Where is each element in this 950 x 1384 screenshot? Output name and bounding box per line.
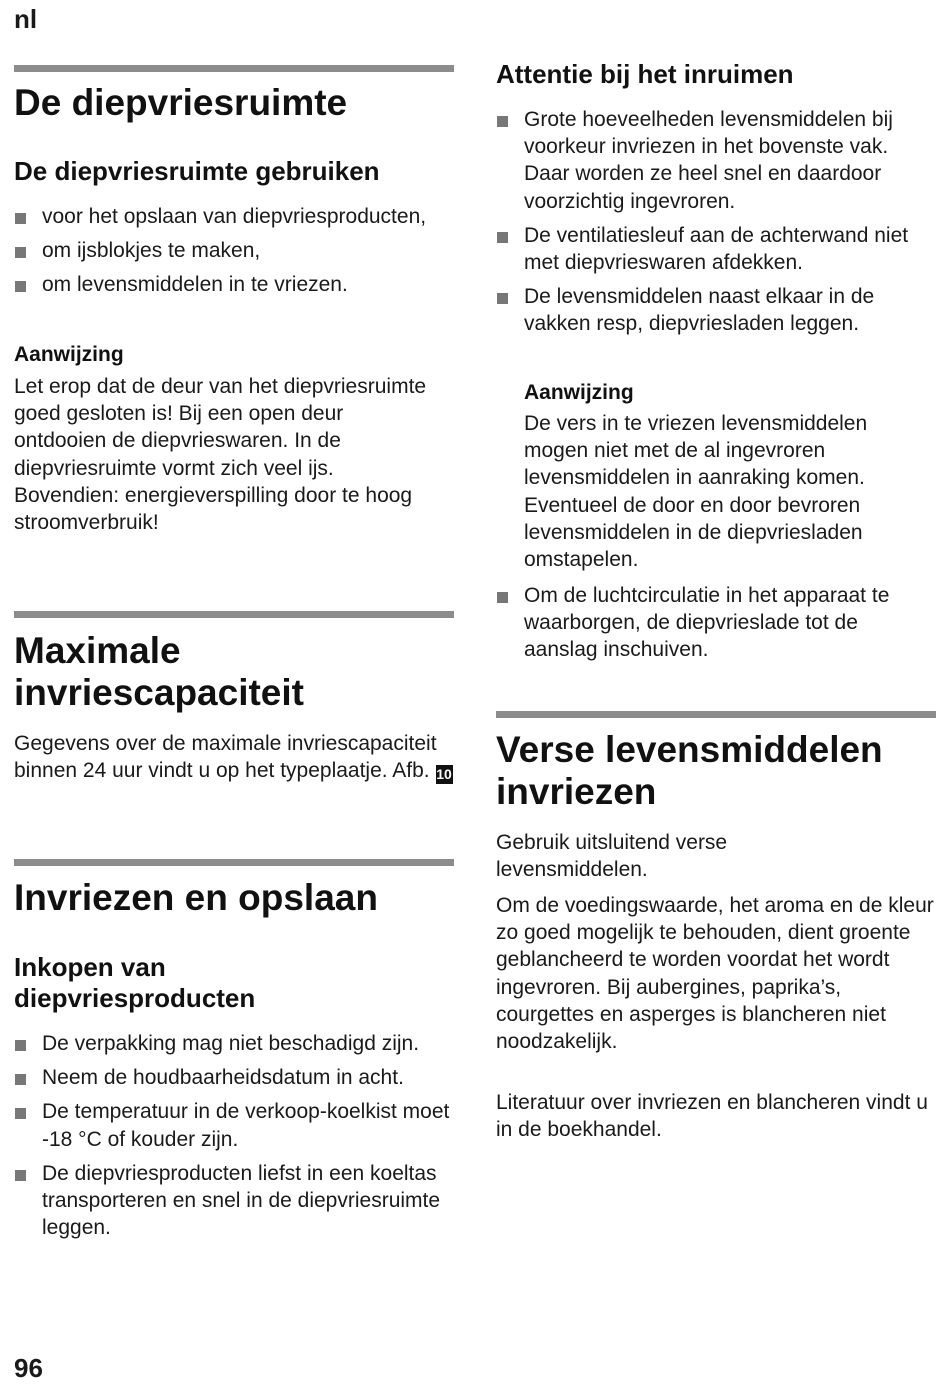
note-title: Aanwijzing [14, 343, 124, 366]
note-title: Aanwijzing [524, 381, 634, 404]
bullet-square-icon [15, 1170, 26, 1181]
list-item: De temperatuur in de verkoop-koelkist moet -18 °C of kouder zijn. [14, 1098, 454, 1152]
section-divider [496, 711, 936, 718]
bullet-square-icon [15, 213, 26, 224]
language-label: nl [14, 4, 38, 34]
section-divider [14, 611, 454, 618]
page-number: 96 [14, 1353, 43, 1383]
bullet-square-icon [15, 247, 26, 258]
bullet-square-icon [15, 1074, 26, 1085]
bullet-square-icon [15, 281, 26, 292]
list-item: De ventilatiesleuf aan de achterwand niet met diepvrieswaren afdekken. [496, 222, 936, 276]
loading-list [496, 106, 936, 345]
bullet-square-icon [497, 116, 508, 127]
list-item: De verpakking mag niet beschadigd zijn. [14, 1030, 454, 1057]
subsection-title-buying: Inkopen van diepvriesproducten [14, 952, 256, 1013]
subsection-title-use: De diepvriesruimte gebruiken [14, 156, 380, 186]
list-item: om levensmiddelen in te vriezen. [14, 271, 454, 298]
list-item: Grote hoeveelheden levensmiddelen bij voorkeur invriezen in het bovenste vak. Daar worden ze heel snel en daardoor voorzichtig ingevroren. [496, 106, 936, 215]
section-title-capacity: Maximale invriescapaciteit [14, 630, 304, 713]
bullet-square-icon [497, 293, 508, 304]
fresh-food-paragraph-2: Om de voedingswaarde, het aroma en de kleur zo goed mogelijk te behouden, dient groente geblancheerd te worden voordat het wordt ingevroren. Bij aubergines, paprika’s, courgettes en asperges is blancheren niet noodzakelijk. [496, 894, 934, 1054]
capacity-text: Gegevens over de maximale invriescapaciteit binnen 24 uur vindt u op het typeplaatje. Afb. 10 [14, 732, 452, 783]
fresh-food-paragraph-3: Literatuur over invriezen en blancheren vindt u in de boekhandel. [496, 1091, 928, 1142]
bullet-square-icon [497, 592, 508, 603]
bullet-square-icon [15, 1108, 26, 1119]
list-item: om ijsblokjes te maken, [14, 237, 454, 264]
list-item: De diepvriesproducten liefst in een koeltas transporteren en snel in de diepvriesruimte leggen. [14, 1160, 454, 1242]
section-divider [14, 859, 454, 866]
buying-list [14, 1030, 454, 1248]
section-title-freezing-storing: Invriezen en opslaan [14, 877, 378, 918]
note-text: De vers in te vriezen levensmiddelen mogen niet met de al ingevroren levensmiddelen in aanraking komen. Eventueel de door en door bevroren levensmiddelen in de diepvriesladen omstapelen. [524, 412, 868, 572]
section-title-freezer: De diepvriesruimte [14, 82, 348, 123]
list-item: Neem de houdbaarheidsdatum in acht. [14, 1064, 454, 1091]
subsection-title-loading: Attentie bij het inruimen [496, 59, 794, 89]
section-divider [14, 65, 454, 72]
bullet-square-icon [15, 1040, 26, 1051]
bullet-square-icon [497, 232, 508, 243]
list-item: De levensmiddelen naast elkaar in de vakken resp, diepvriesladen leggen. [496, 283, 936, 337]
note-text: Let erop dat de deur van het diepvriesruimte goed gesloten is! Bij een open deur ontdooien de diepvrieswaren. In de diepvriesruimte vormt zich veel ijs. Bovendien: energieverspilling door te hoog stroomverbruik! [14, 375, 427, 535]
circulation-list [496, 582, 936, 671]
section-title-fresh-food: Verse levensmiddelen invriezen [496, 729, 883, 812]
list-item: Om de luchtcirculatie in het apparaat te waarborgen, de diepvrieslade tot de aanslag inschuiven. [496, 582, 936, 664]
fresh-food-paragraph-1: Gebruik uitsluitend verse levensmiddelen. [496, 831, 728, 882]
note-block [524, 380, 936, 573]
use-list [14, 203, 454, 306]
list-item: voor het opslaan van diepvriesproducten, [14, 203, 454, 230]
figure-reference-badge: 10 [436, 766, 452, 783]
